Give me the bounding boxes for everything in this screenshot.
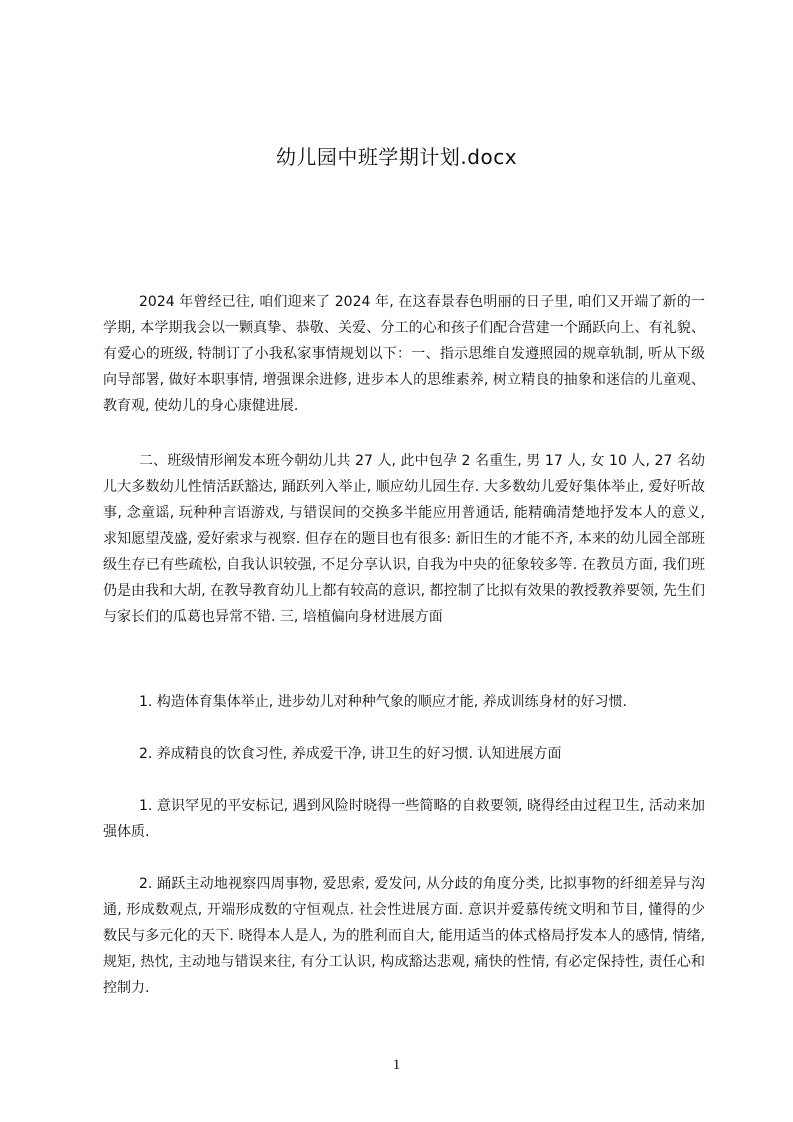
- page-number: 1: [392, 1057, 401, 1073]
- document-title: 幼儿园中班学期计划.docx: [275, 145, 518, 169]
- paragraph-cognitive-2: 2. 踊跃主动地视察四周事物, 爱思索, 爱发问, 从分歧的角度分类, 比拟事物的纤细差异与沟通, 形成数观点, 开端形成数的守恒观点. 社会性进展方面. 意识并爱慕传统文明和节目, 懂得的少数民与多元化的天下. 晓得本人是人, 为的胜利而自大, 能用适当的体式格局抒发本人的感情, 情绪, 规矩, 热忱, 主动地与错误来往, 有分工认识, 构成豁达悲观, 痛快的性情, 有必定保持性, 责任心和控制力.: [103, 876, 705, 996]
- paragraph-class-analysis: 二、班级情形阐发本班今朝幼儿共 27 人, 此中包孕 2 名重生, 男 17 人, 女 10 人, 27 名幼儿大多数幼儿性情活跃豁达, 踊跃列入举止, 顺应幼儿园生存. 大多数幼儿爱好集体举止, 爱好听故事, 念童谣, 玩种种言语游戏, 与错误间的交换多半能应用普通话, 能精确清楚地抒发本人的意义, 求知愿望茂盛, 爱好索求与视察. 但存在的题目也有很多: 新旧生的才能不齐, 本来的幼儿园全部班级生存已有些疏松, 自我认识较强, 不足分享认识, 自我为中央的征象较多等. 在教员方面, 我们班仍是由我和大胡, 在教导教育幼儿上都有较高的意识, 都控制了比拟有效果的教授教养要领, 先生们与家长们的瓜葛也异常不错. 三, 培植偏向身材进展方面: [103, 453, 705, 625]
- paragraph-physical-2: 2. 养成精良的饮食习性, 养成爱干净, 讲卫生的好习惯. 认知进展方面: [139, 746, 562, 762]
- paragraph-intro: 2024 年曾经已往, 咱们迎来了 2024 年, 在这春景春色明丽的日子里, 咱们又开端了新的一学期, 本学期我会以一颗真挚、恭敬、关爱、分工的心和孩子们配合营建一个踊跃向上、有礼貌、有爱心的班级, 特制订了小我私家事情规划以下：一、指示思维自发遵照园的规章轨制, 听从下级向导部署, 做好本职事情, 增强课余进修, 进步本人的思维素养, 树立精良的抽象和迷信的儿童观、教育观, 使幼儿的身心康健进展.: [103, 294, 705, 414]
- paragraph-cognitive-1: 1. 意识罕见的平安标记, 遇到风险时晓得一些简略的自救要领, 晓得经由过程卫生, 活动来加强体质.: [103, 798, 705, 840]
- paragraph-physical-1: 1. 构造体育集体举止, 进步幼儿对种种气象的顺应才能, 养成训练身材的好习惯.: [139, 694, 628, 710]
